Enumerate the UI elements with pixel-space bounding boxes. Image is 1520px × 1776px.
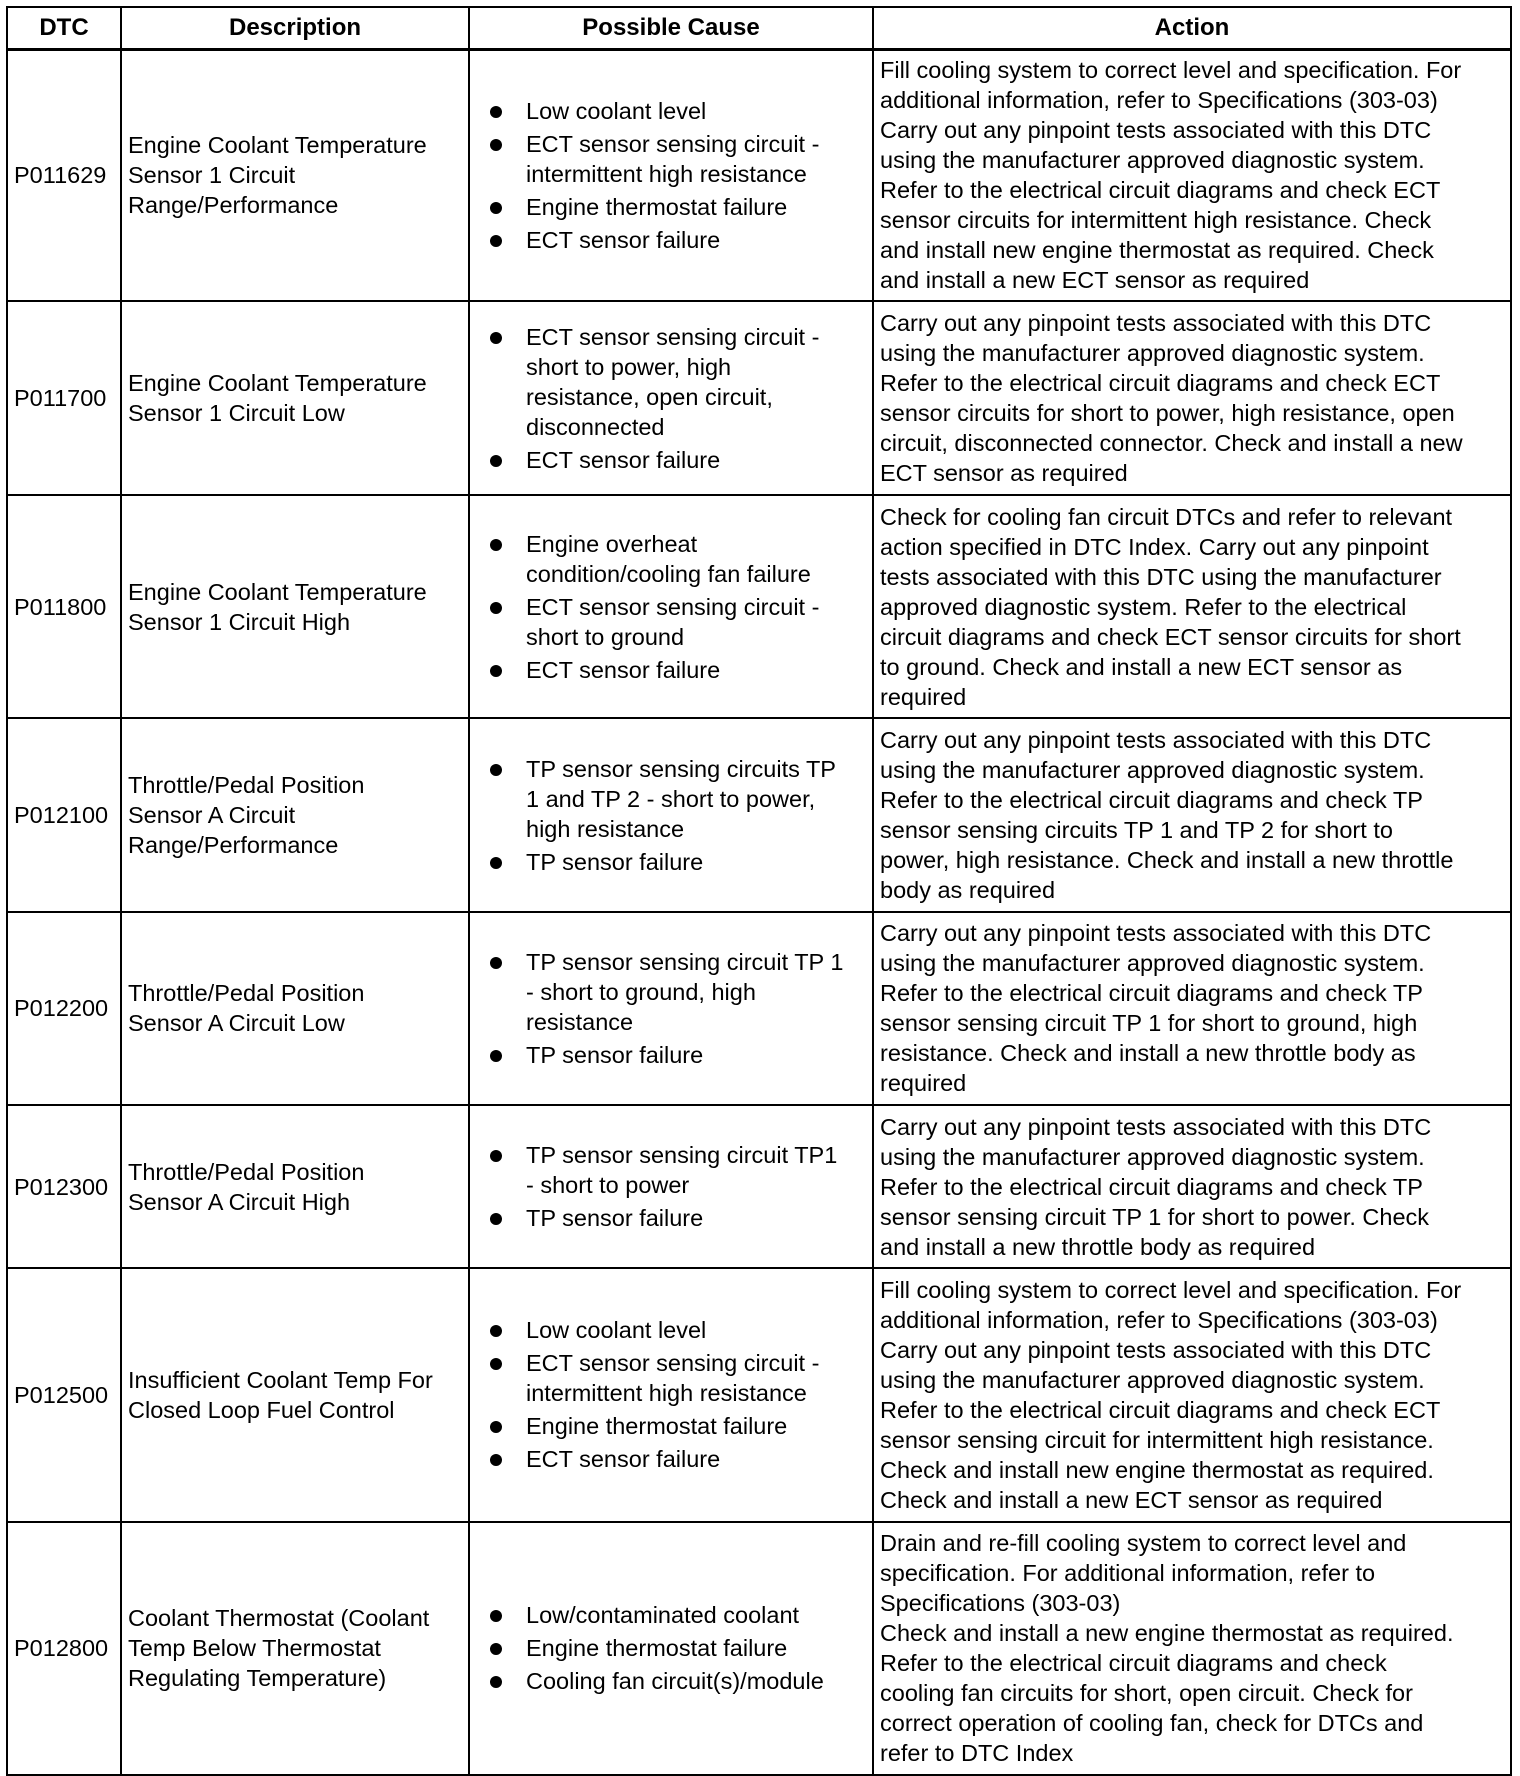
description-line: Closed Loop Fuel Control xyxy=(128,1396,395,1423)
table-row xyxy=(7,50,1511,301)
cause-text: Low/contaminated coolant xyxy=(526,1602,800,1629)
bullet-icon xyxy=(490,1325,502,1337)
action-line: sensor sensing circuit TP 1 for short to ground, high xyxy=(880,1010,1418,1037)
action-line: Refer to the electrical circuit diagrams and check ECT xyxy=(880,1396,1441,1423)
action-line: and install a new ECT sensor as required xyxy=(880,267,1310,294)
action-line: action specified in DTC Index. Carry out any pinpoint xyxy=(880,533,1429,560)
description-line: Engine Coolant Temperature xyxy=(128,578,427,605)
action-line: circuit diagrams and check ECT sensor circuits for short xyxy=(880,623,1461,650)
description-line: Throttle/Pedal Position xyxy=(128,980,365,1007)
dtc-action xyxy=(873,1268,1511,1521)
bullet-icon xyxy=(490,1421,502,1433)
action-line: and install new engine thermostat as required. Check xyxy=(880,237,1434,264)
cause-text: Engine thermostat failure xyxy=(526,1635,788,1662)
dtc-description xyxy=(121,50,469,301)
cause-item xyxy=(490,322,866,442)
cause-text: intermittent high resistance xyxy=(526,1380,807,1407)
table-row xyxy=(7,1268,1511,1521)
description-line: Sensor 1 Circuit High xyxy=(128,608,351,635)
description-line: Range/Performance xyxy=(128,192,339,219)
action-line: Drain and re-fill cooling system to correct level and xyxy=(880,1530,1407,1557)
possible-causes xyxy=(469,301,873,495)
cause-item xyxy=(490,655,866,685)
action-line: Carry out any pinpoint tests associated with this DTC xyxy=(880,727,1432,754)
cause-text: TP sensor sensing circuit TP 1 xyxy=(526,948,844,975)
cause-text: Low coolant level xyxy=(526,97,707,124)
cause-item xyxy=(490,1040,866,1070)
possible-causes xyxy=(469,1522,873,1775)
description-line: Engine Coolant Temperature xyxy=(128,132,427,159)
cause-text: resistance xyxy=(526,1008,634,1035)
action-line: required xyxy=(880,1070,967,1097)
possible-causes xyxy=(469,50,873,301)
description-line: Sensor A Circuit xyxy=(128,802,296,829)
dtc-action xyxy=(873,718,1511,911)
bullet-icon xyxy=(490,455,502,467)
action-line: circuit, disconnected connector. Check and install a new xyxy=(880,430,1463,456)
action-line: Refer to the electrical circuit diagrams and check ECT xyxy=(880,177,1441,204)
bullet-icon xyxy=(490,539,502,551)
dtc-action xyxy=(873,495,1511,718)
possible-causes xyxy=(469,1268,873,1521)
action-line: body as required xyxy=(880,877,1056,904)
action-line: to ground. Check and install a new ECT sensor as xyxy=(880,653,1403,680)
description-line: Temp Below Thermostat xyxy=(128,1635,381,1662)
cause-text: Low coolant level xyxy=(526,1317,707,1344)
description-line: Insufficient Coolant Temp For xyxy=(128,1366,433,1393)
action-line: Fill cooling system to correct level and specification. For xyxy=(880,57,1462,84)
action-line: using the manufacturer approved diagnostic system. xyxy=(880,1143,1425,1170)
dtc-description xyxy=(121,912,469,1105)
dtc-action xyxy=(873,1522,1511,1775)
action-line: resistance. Check and install a new throttle body as xyxy=(880,1040,1416,1067)
cause-text: resistance, open circuit, xyxy=(526,383,773,410)
cause-text: Cooling fan circuit(s)/module xyxy=(526,1668,824,1695)
header-possible-cause: Possible Cause xyxy=(469,7,873,50)
dtc-code: P012300 xyxy=(7,1105,121,1268)
cause-item xyxy=(490,96,866,126)
cause-item xyxy=(490,225,866,255)
action-line: Check and install a new engine thermostat as required. xyxy=(880,1620,1454,1647)
table-row xyxy=(7,912,1511,1105)
cause-text: ECT sensor failure xyxy=(526,226,721,253)
bullet-icon xyxy=(490,1610,502,1622)
cause-item xyxy=(490,754,866,844)
cause-text: 1 and TP 2 - short to power, xyxy=(526,785,816,812)
action-line: using the manufacturer approved diagnostic system. xyxy=(880,1366,1425,1393)
bullet-icon xyxy=(490,957,502,969)
bullet-icon xyxy=(490,332,502,344)
header-dtc: DTC xyxy=(7,7,121,50)
action-line: Carry out any pinpoint tests associated with this DTC xyxy=(880,1113,1432,1140)
description-line: Sensor A Circuit High xyxy=(128,1188,351,1215)
cause-item xyxy=(490,1315,866,1345)
action-line: sensor circuits for intermittent high resistance. Check xyxy=(880,207,1432,234)
dtc-code: P012100 xyxy=(7,718,121,911)
dtc-action xyxy=(873,1105,1511,1268)
cause-item xyxy=(490,1411,866,1441)
cause-text: ECT sensor failure xyxy=(526,1446,721,1473)
dtc-action xyxy=(873,301,1511,495)
cause-item xyxy=(490,1203,866,1233)
action-line: required xyxy=(880,683,967,710)
table-row xyxy=(7,718,1511,911)
action-line: tests associated with this DTC using the manufacturer xyxy=(880,563,1442,590)
action-line: sensor sensing circuit for intermittent high resistance. xyxy=(880,1426,1434,1453)
cause-item xyxy=(490,592,866,652)
dtc-code: P012500 xyxy=(7,1268,121,1521)
cause-item xyxy=(490,947,866,1037)
action-line: power, high resistance. Check and install a new throttle xyxy=(880,847,1454,874)
possible-causes xyxy=(469,495,873,718)
action-line: Refer to the electrical circuit diagrams and check xyxy=(880,1650,1387,1677)
cause-list xyxy=(476,1315,866,1474)
dtc-description xyxy=(121,495,469,718)
action-line: Refer to the electrical circuit diagrams and check TP xyxy=(880,980,1423,1007)
cause-text: ECT sensor sensing circuit - xyxy=(526,593,820,620)
cause-text: disconnected xyxy=(526,413,665,440)
description-line: Throttle/Pedal Position xyxy=(128,772,365,799)
action-line: using the manufacturer approved diagnostic system. xyxy=(880,757,1425,784)
cause-text: ECT sensor failure xyxy=(526,446,721,473)
dtc-description xyxy=(121,718,469,911)
cause-item xyxy=(490,1633,866,1663)
action-line: Check and install a new ECT sensor as required xyxy=(880,1486,1383,1513)
action-line: sensor sensing circuits TP 1 and TP 2 for short to xyxy=(880,817,1393,844)
cause-text: short to ground xyxy=(526,623,685,650)
action-line: sensor sensing circuit TP 1 for short to power. Check xyxy=(880,1203,1430,1230)
cause-text: ECT sensor failure xyxy=(526,656,721,683)
action-line: additional information, refer to Specifications (303-03) xyxy=(880,1306,1438,1333)
bullet-icon xyxy=(490,764,502,776)
action-line: Carry out any pinpoint tests associated with this DTC xyxy=(880,1336,1432,1363)
description-line: Engine Coolant Temperature xyxy=(128,370,427,396)
dtc-table xyxy=(6,6,1512,1776)
table-body xyxy=(7,50,1511,1776)
cause-item xyxy=(490,1444,866,1474)
action-line: Check for cooling fan circuit DTCs and refer to relevant xyxy=(880,503,1453,530)
bullet-icon xyxy=(490,665,502,677)
cause-item xyxy=(490,445,866,475)
action-line: Refer to the electrical circuit diagrams and check ECT xyxy=(880,370,1441,396)
dtc-description xyxy=(121,1105,469,1268)
cause-text: TP sensor sensing circuit TP1 xyxy=(526,1142,838,1169)
description-line: Sensor 1 Circuit xyxy=(128,162,296,189)
cause-text: short to power, high xyxy=(526,353,732,380)
description-line: Sensor 1 Circuit Low xyxy=(128,400,345,426)
cause-text: Engine thermostat failure xyxy=(526,1413,788,1440)
action-line: using the manufacturer approved diagnostic system. xyxy=(880,147,1425,174)
action-line: Carry out any pinpoint tests associated with this DTC xyxy=(880,117,1432,144)
bullet-icon xyxy=(490,1213,502,1225)
action-line: refer to DTC Index xyxy=(880,1740,1074,1767)
cause-text: - short to ground, high xyxy=(526,978,756,1005)
possible-causes xyxy=(469,1105,873,1268)
cause-list xyxy=(476,947,866,1070)
bullet-icon xyxy=(490,857,502,869)
bullet-icon xyxy=(490,139,502,151)
description-line: Range/Performance xyxy=(128,832,339,859)
dtc-description xyxy=(121,301,469,495)
cause-text: condition/cooling fan failure xyxy=(526,560,811,587)
cause-text: ECT sensor sensing circuit - xyxy=(526,323,820,350)
bullet-icon xyxy=(490,602,502,614)
cause-item xyxy=(490,529,866,589)
action-line: correct operation of cooling fan, check for DTCs and xyxy=(880,1710,1424,1737)
bullet-icon xyxy=(490,1150,502,1162)
cause-item xyxy=(490,192,866,222)
cause-item xyxy=(490,1600,866,1630)
bullet-icon xyxy=(490,1050,502,1062)
dtc-description xyxy=(121,1522,469,1775)
action-line: Carry out any pinpoint tests associated with this DTC xyxy=(880,920,1432,947)
bullet-icon xyxy=(490,106,502,118)
possible-causes xyxy=(469,718,873,911)
dtc-action xyxy=(873,50,1511,301)
action-line: sensor circuits for short to power, high resistance, open xyxy=(880,400,1455,426)
possible-causes xyxy=(469,912,873,1105)
bullet-icon xyxy=(490,1676,502,1688)
action-line: Carry out any pinpoint tests associated with this DTC xyxy=(880,310,1432,336)
dtc-code: P011629 xyxy=(7,50,121,301)
cause-text: TP sensor sensing circuits TP xyxy=(526,755,836,782)
dtc-code: P012800 xyxy=(7,1522,121,1775)
action-line: Specifications (303-03) xyxy=(880,1590,1121,1617)
cause-list xyxy=(476,96,866,255)
action-line: and install a new throttle body as required xyxy=(880,1233,1316,1260)
cause-text: intermittent high resistance xyxy=(526,160,807,187)
action-line: additional information, refer to Specifications (303-03) xyxy=(880,87,1438,114)
table-row xyxy=(7,301,1511,495)
description-line: Coolant Thermostat (Coolant xyxy=(128,1605,430,1632)
header-description: Description xyxy=(121,7,469,50)
action-line: Check and install new engine thermostat as required. xyxy=(880,1456,1434,1483)
cause-list xyxy=(476,754,866,877)
bullet-icon xyxy=(490,1454,502,1466)
action-line: approved diagnostic system. Refer to the electrical xyxy=(880,593,1407,620)
header-action: Action xyxy=(873,7,1511,50)
cause-text: - short to power xyxy=(526,1172,690,1199)
cause-item xyxy=(490,847,866,877)
description-line: Sensor A Circuit Low xyxy=(128,1010,345,1037)
dtc-description xyxy=(121,1268,469,1521)
dtc-action xyxy=(873,912,1511,1105)
header-row xyxy=(7,7,1511,50)
cause-text: TP sensor failure xyxy=(526,1205,704,1232)
table-row xyxy=(7,1522,1511,1775)
cause-item xyxy=(490,1348,866,1408)
bullet-icon xyxy=(490,1643,502,1655)
cause-text: Engine thermostat failure xyxy=(526,193,788,220)
action-line: Fill cooling system to correct level and specification. For xyxy=(880,1276,1462,1303)
action-line: using the manufacturer approved diagnostic system. xyxy=(880,950,1425,977)
table-row xyxy=(7,495,1511,718)
action-line: ECT sensor as required xyxy=(880,460,1128,486)
action-line: Refer to the electrical circuit diagrams and check TP xyxy=(880,1173,1423,1200)
dtc-code: P011700 xyxy=(7,301,121,495)
cause-text: TP sensor failure xyxy=(526,1041,704,1068)
cause-item xyxy=(490,1666,866,1696)
cause-list xyxy=(476,529,866,685)
cause-text: high resistance xyxy=(526,815,685,842)
table-row xyxy=(7,1105,1511,1268)
cause-list xyxy=(476,1600,866,1696)
action-line: specification. For additional information, refer to xyxy=(880,1560,1376,1587)
description-line: Regulating Temperature) xyxy=(128,1665,387,1692)
cause-item xyxy=(490,1140,866,1200)
cause-list xyxy=(476,322,866,475)
bullet-icon xyxy=(490,235,502,247)
bullet-icon xyxy=(490,202,502,214)
action-line: cooling fan circuits for short, open circuit. Check for xyxy=(880,1680,1413,1707)
cause-text: Engine overheat xyxy=(526,530,698,557)
bullet-icon xyxy=(490,1358,502,1370)
dtc-code: P011800 xyxy=(7,495,121,718)
dtc-code: P012200 xyxy=(7,912,121,1105)
cause-list xyxy=(476,1140,866,1233)
cause-text: ECT sensor sensing circuit - xyxy=(526,130,820,157)
cause-text: ECT sensor sensing circuit - xyxy=(526,1350,820,1377)
cause-item xyxy=(490,129,866,189)
description-line: Throttle/Pedal Position xyxy=(128,1158,365,1185)
action-line: Refer to the electrical circuit diagrams and check TP xyxy=(880,787,1423,814)
cause-text: TP sensor failure xyxy=(526,848,704,875)
action-line: using the manufacturer approved diagnostic system. xyxy=(880,340,1425,366)
